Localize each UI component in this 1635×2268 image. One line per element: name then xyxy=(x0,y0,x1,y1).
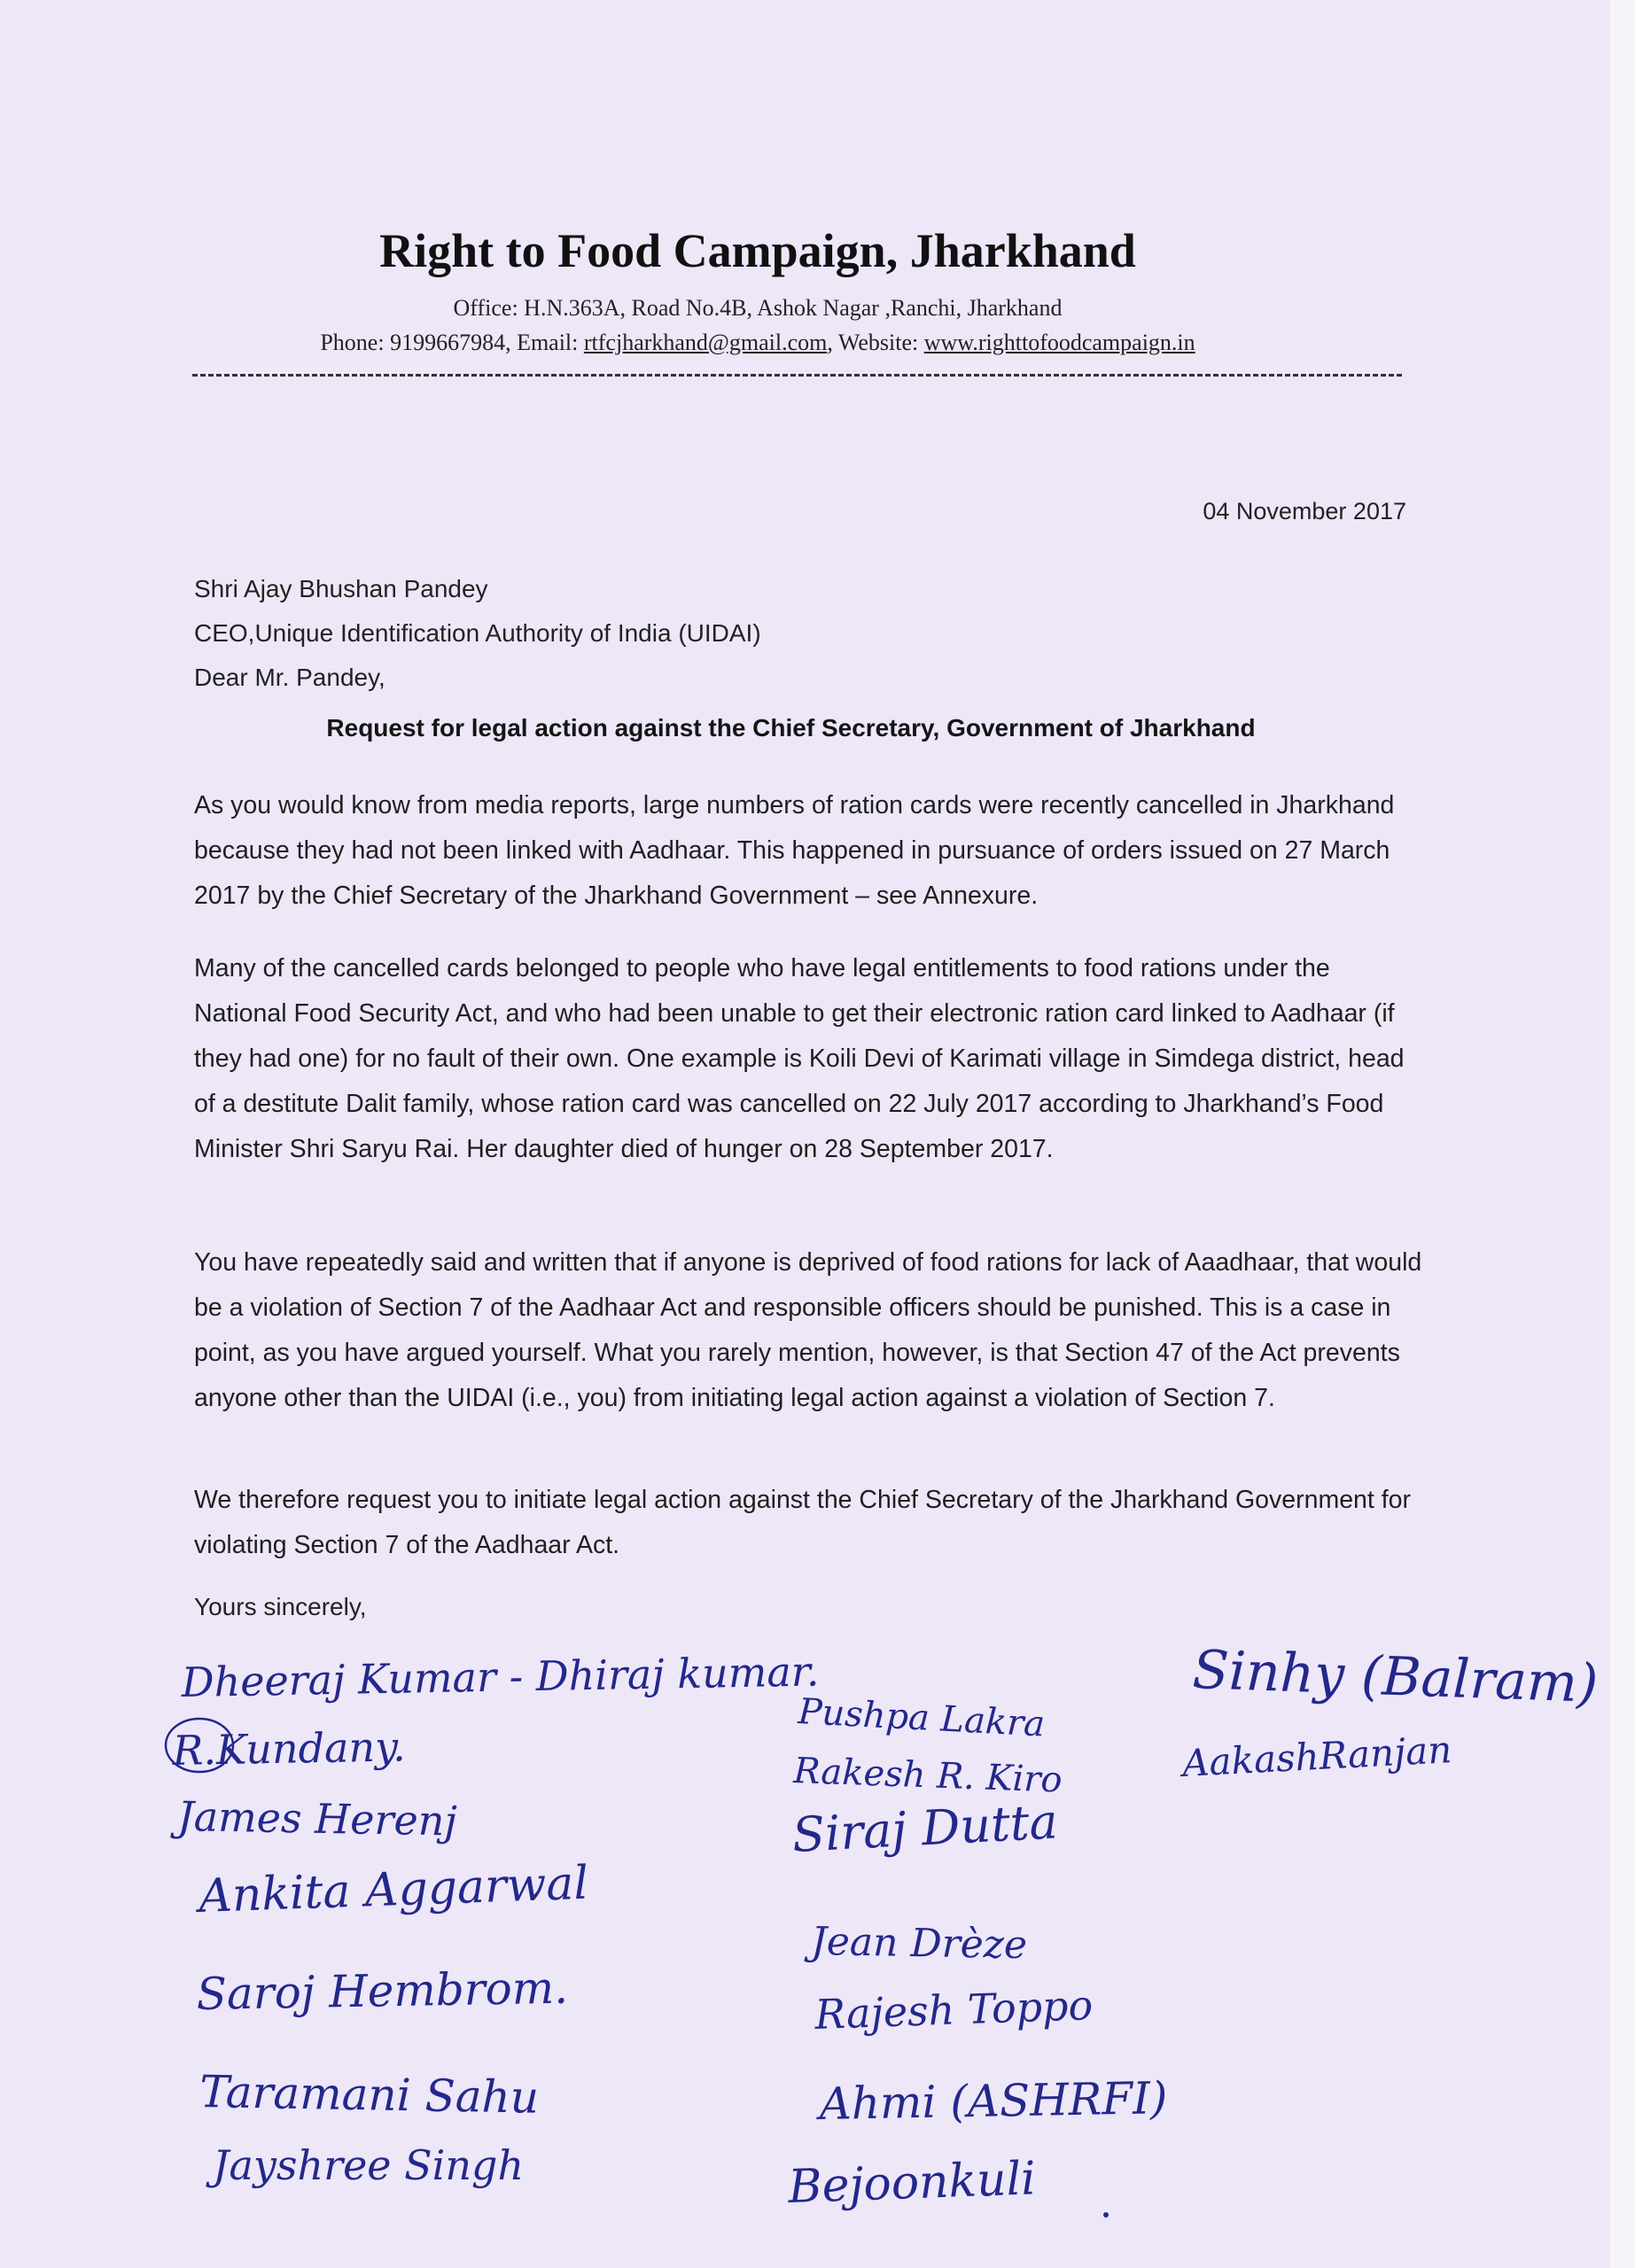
office-address: Office: H.N.363A, Road No.4B, Ashok Nagar ,Ranchi, Jharkhand xyxy=(453,295,1063,321)
signature: Rakesh R. Kiro xyxy=(792,1751,1063,1801)
body-paragraph-3: You have repeatedly said and written that if anyone is deprived of food rations for lack of Aaadhaar, that would be a violation of Section 7 of the Aadhaar Act and responsible officers should be punished. This is a case in point, as you have argued yourself. What you rarely mention, however, is that Section 47 of the Act prevents anyone other than the UIDAI (i.e., you) from initiating legal action against a violation of Section 7. xyxy=(194,1248,1422,1412)
signature: James Herenj xyxy=(176,1792,458,1845)
addressee-name: Shri Ajay Bhushan Pandey xyxy=(194,575,488,602)
signature-flourish xyxy=(166,1719,233,1772)
website-link[interactable]: www.righttofoodcampaign.in xyxy=(923,330,1195,355)
signatures-right-column xyxy=(1178,1639,1599,1785)
phone-text: Phone: 9199667984, Email: xyxy=(320,330,584,355)
ink-dot xyxy=(1103,2212,1109,2218)
closing-text: Yours sincerely, xyxy=(194,1593,367,1620)
website-prefix: , Website: xyxy=(827,330,924,355)
signature: Saroj Hembrom. xyxy=(196,1961,569,2020)
signature: Bejoonkuli xyxy=(787,2152,1037,2214)
body-paragraph-1: As you would know from media reports, large numbers of ration cards were recently cancelled in Jharkhand because they had not been linked with Aadhaar. This happened in pursuance of orders issued on 27 March 2017 by the Chief Secretary of the Jharkhand Government – see Annexure. xyxy=(194,791,1395,910)
signature: Ankita Aggarwal xyxy=(198,1856,589,1923)
signatures-middle-column xyxy=(786,1691,1167,2218)
salutation: Dear Mr. Pandey, xyxy=(194,664,385,691)
signature: Taramani Sahu xyxy=(199,2066,540,2124)
scan-edge xyxy=(1610,0,1635,2268)
signature: Siraj Dutta xyxy=(790,1793,1060,1863)
signature: R.Kundany. xyxy=(172,1722,407,1775)
subject-line: Request for legal action against the Chief Secretary, Government of Jharkhand xyxy=(326,714,1256,742)
signature: Dheeraj Kumar - Dhiraj kumar. xyxy=(181,1647,820,1706)
signature: Jayshree Singh xyxy=(213,2141,525,2189)
header-divider xyxy=(192,374,1402,377)
signature: Pushpa Lakra xyxy=(797,1691,1047,1745)
addressee-title: CEO,Unique Identification Authority of India (UIDAI) xyxy=(194,619,761,647)
signature: Ahmi (ASHRFI) xyxy=(819,2072,1168,2130)
email-link[interactable]: rtfcjharkhand@gmail.com xyxy=(583,330,828,355)
contact-line xyxy=(0,330,1515,356)
signature: Rajesh Toppo xyxy=(814,1981,1094,2039)
signature: AakashRanjan xyxy=(1180,1728,1453,1785)
signature: Sinhy (Balram) xyxy=(1191,1639,1600,1715)
organization-title: Right to Food Campaign, Jharkhand xyxy=(379,224,1136,277)
signatures-left-column xyxy=(166,1647,820,2189)
letter-date: 04 November 2017 xyxy=(1203,498,1406,524)
body-paragraph-2: Many of the cancelled cards belonged to people who have legal entitlements to food rations under the National Food Security Act, and who had been unable to get their electronic ration card linked to Aadhaar (if they had one) for no fault of their own. One example is Koili Devi of Karimati village in Simdega district, head of a destitute Dalit family, whose ration card was cancelled on 22 July 2017 according to Jharkhand’s Food Minister Shri Saryu Rai. Her daughter died of hunger on 28 September 2017. xyxy=(194,954,1405,1163)
signature: Jean Drèze xyxy=(810,1919,1028,1969)
body-paragraph-4: We therefore request you to initiate legal action against the Chief Secretary of the Jharkhand Government for violating Section 7 of the Aadhaar Act. xyxy=(194,1486,1411,1559)
